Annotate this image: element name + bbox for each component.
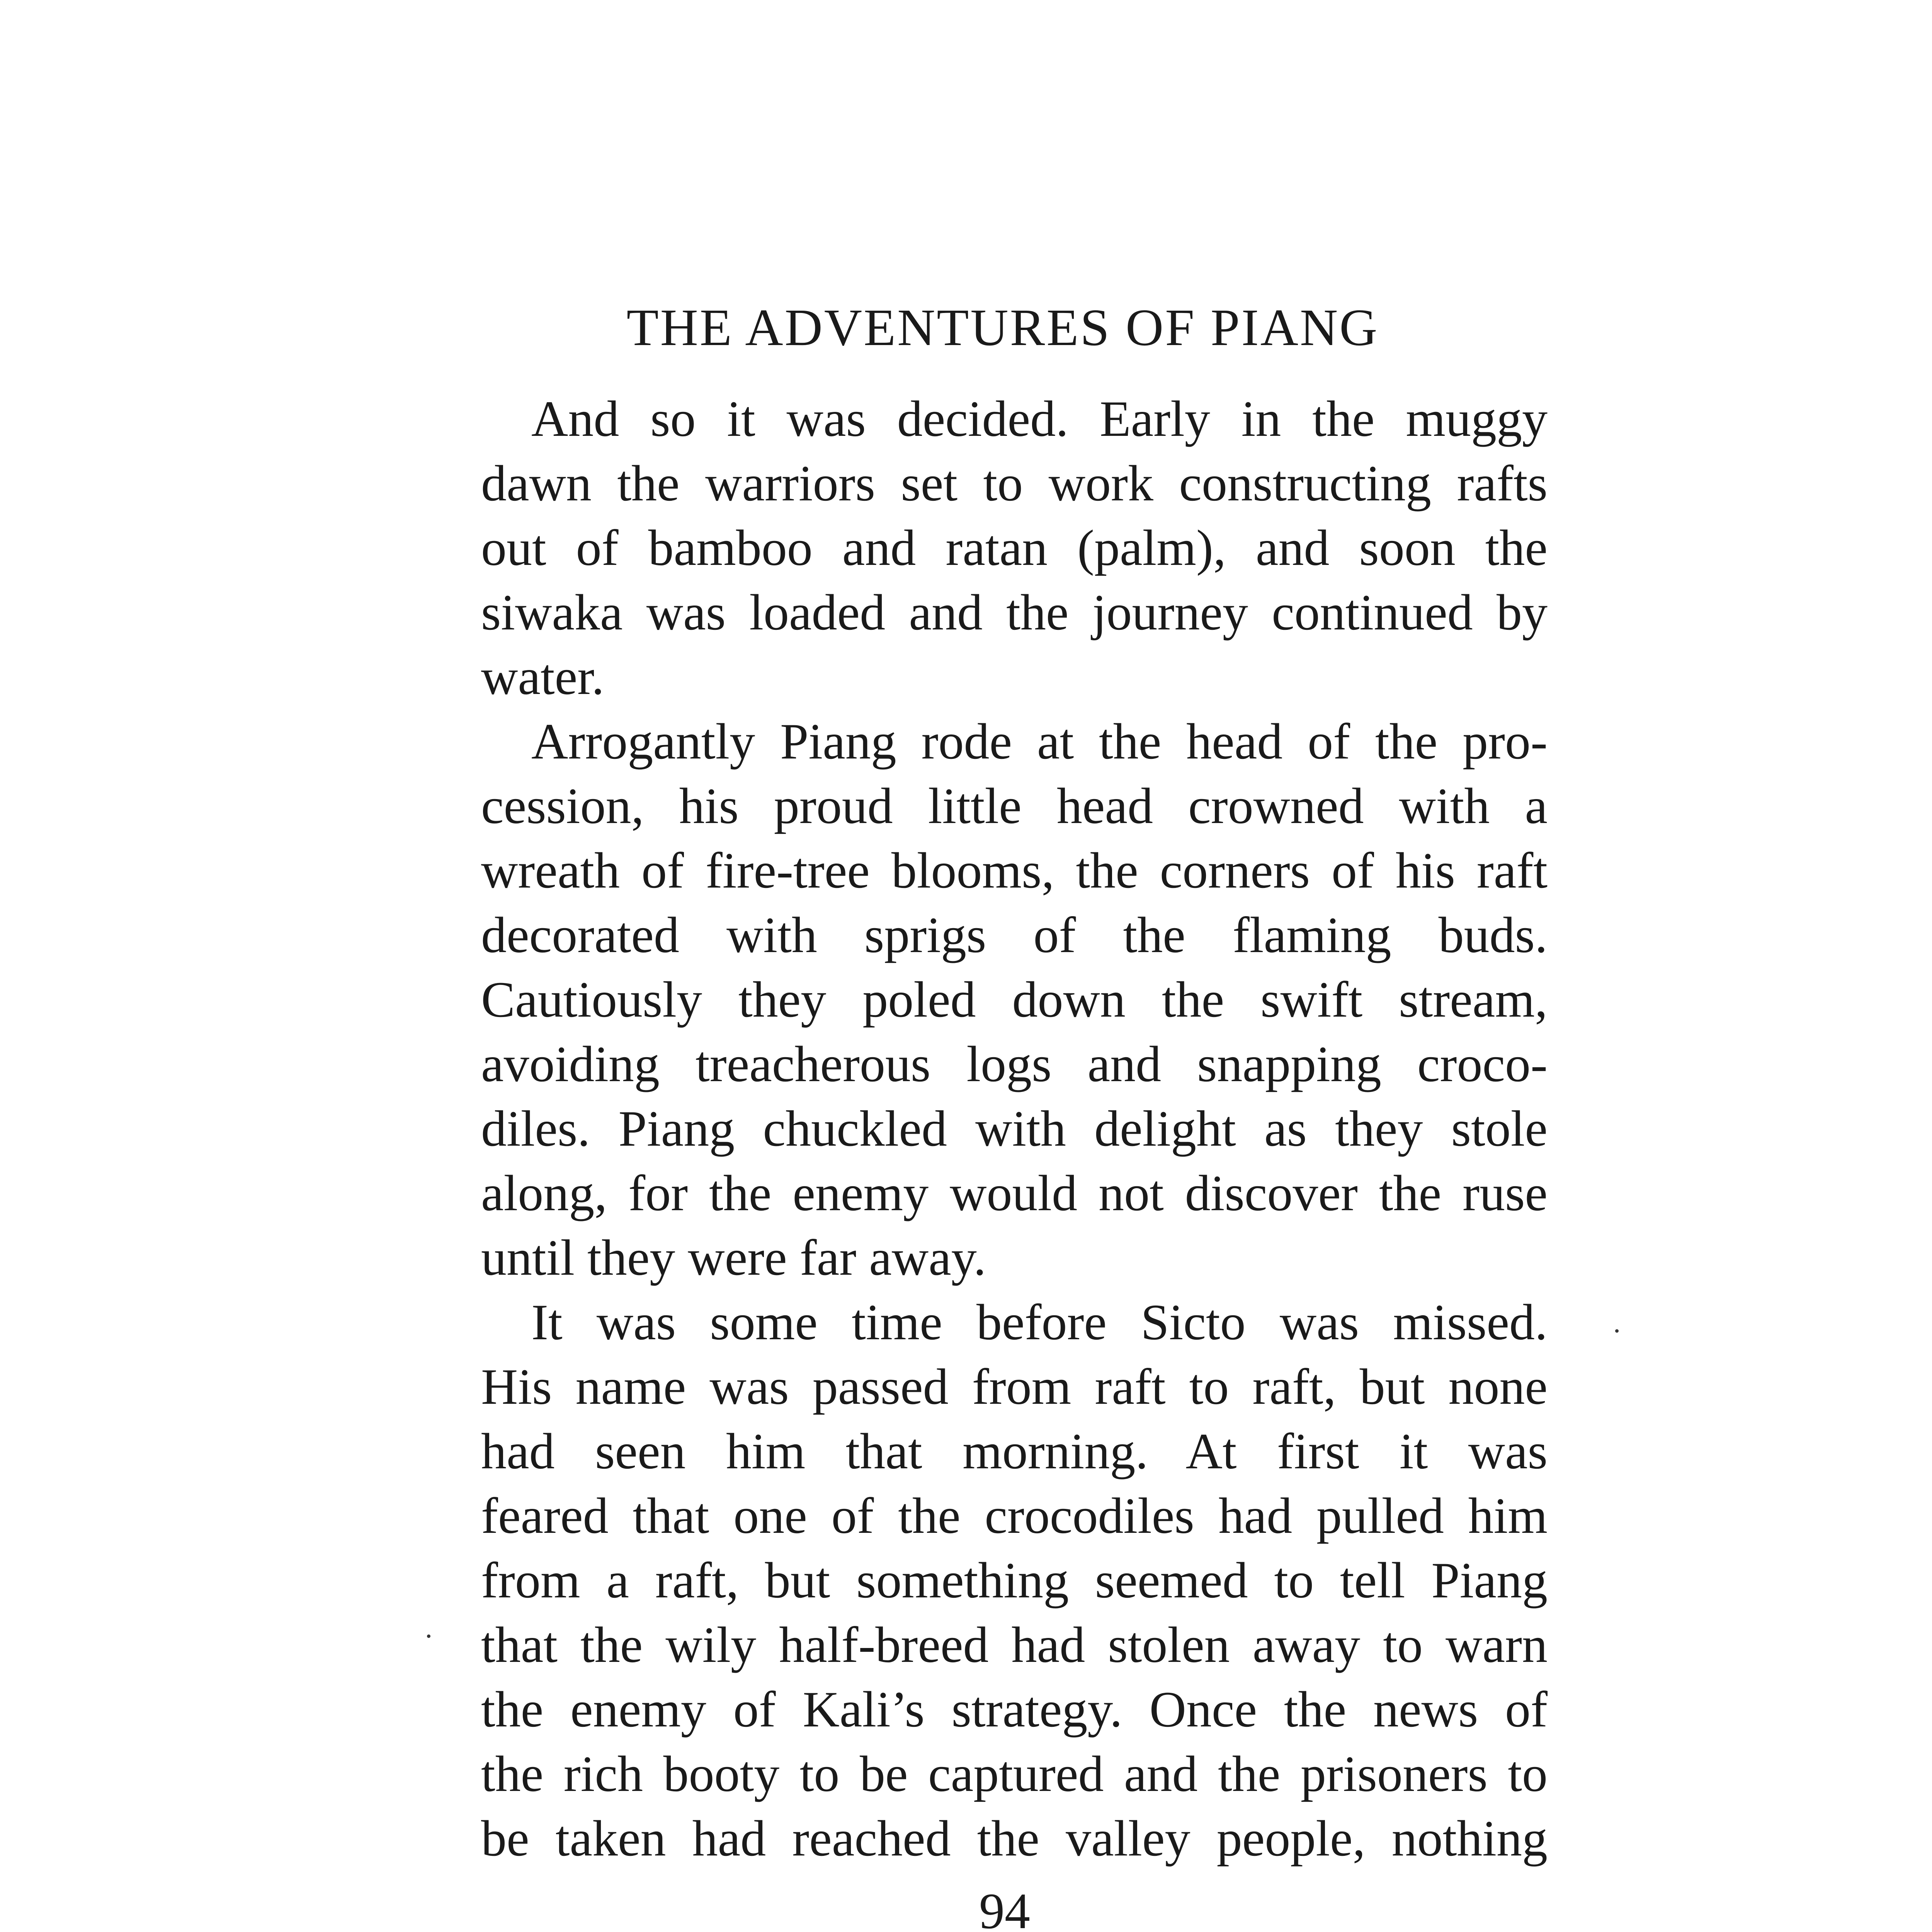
text-line: from a raft, but something seemed to tell Piang <box>481 1552 1548 1609</box>
text-line: that the wily half-breed had stolen away to warn <box>481 1616 1548 1673</box>
text-line: along, for the enemy would not discover the ruse <box>481 1165 1548 1221</box>
text-line: had seen him that morning. At first it was <box>481 1423 1548 1480</box>
text-line: the enemy of Kali’s strategy. Once the news of <box>481 1681 1548 1738</box>
text-line: until they were far away. <box>481 1229 986 1286</box>
text-line: feared that one of the crocodiles had pulled him <box>481 1487 1548 1544</box>
text-line: Arrogantly Piang rode at the head of the pro- <box>531 713 1548 770</box>
text-line: the rich booty to be captured and the prisoners to <box>481 1745 1548 1802</box>
page-number: 94 <box>979 1883 1030 1932</box>
text-line: siwaka was loaded and the journey continued by <box>481 584 1548 641</box>
text-line: His name was passed from raft to raft, but none <box>481 1358 1548 1415</box>
text-line: water. <box>481 648 604 705</box>
text-line: Cautiously they poled down the swift stream, <box>481 971 1548 1028</box>
text-line: It was some time before Sicto was missed. <box>531 1294 1548 1350</box>
text-line: diles. Piang chuckled with delight as they stole <box>481 1100 1548 1157</box>
text-line: And so it was decided. Early in the muggy <box>531 390 1548 447</box>
text-line: cession, his proud little head crowned with a <box>481 777 1548 834</box>
body-text <box>481 386 1548 1871</box>
text-line: be taken had reached the valley people, nothing <box>481 1810 1548 1867</box>
scan-speck <box>427 1634 430 1638</box>
text-line: wreath of fire-tree blooms, the corners of his raft <box>481 842 1548 899</box>
text-line: out of bamboo and ratan (palm), and soon the <box>481 519 1548 576</box>
text-line: decorated with sprigs of the flaming buds. <box>481 906 1548 963</box>
running-head: THE ADVENTURES OF PIANG <box>626 299 1379 357</box>
text-line: avoiding treacherous logs and snapping croco- <box>481 1036 1548 1092</box>
scan-speck <box>1615 1329 1619 1333</box>
text-line: dawn the warriors set to work constructing rafts <box>481 455 1548 512</box>
